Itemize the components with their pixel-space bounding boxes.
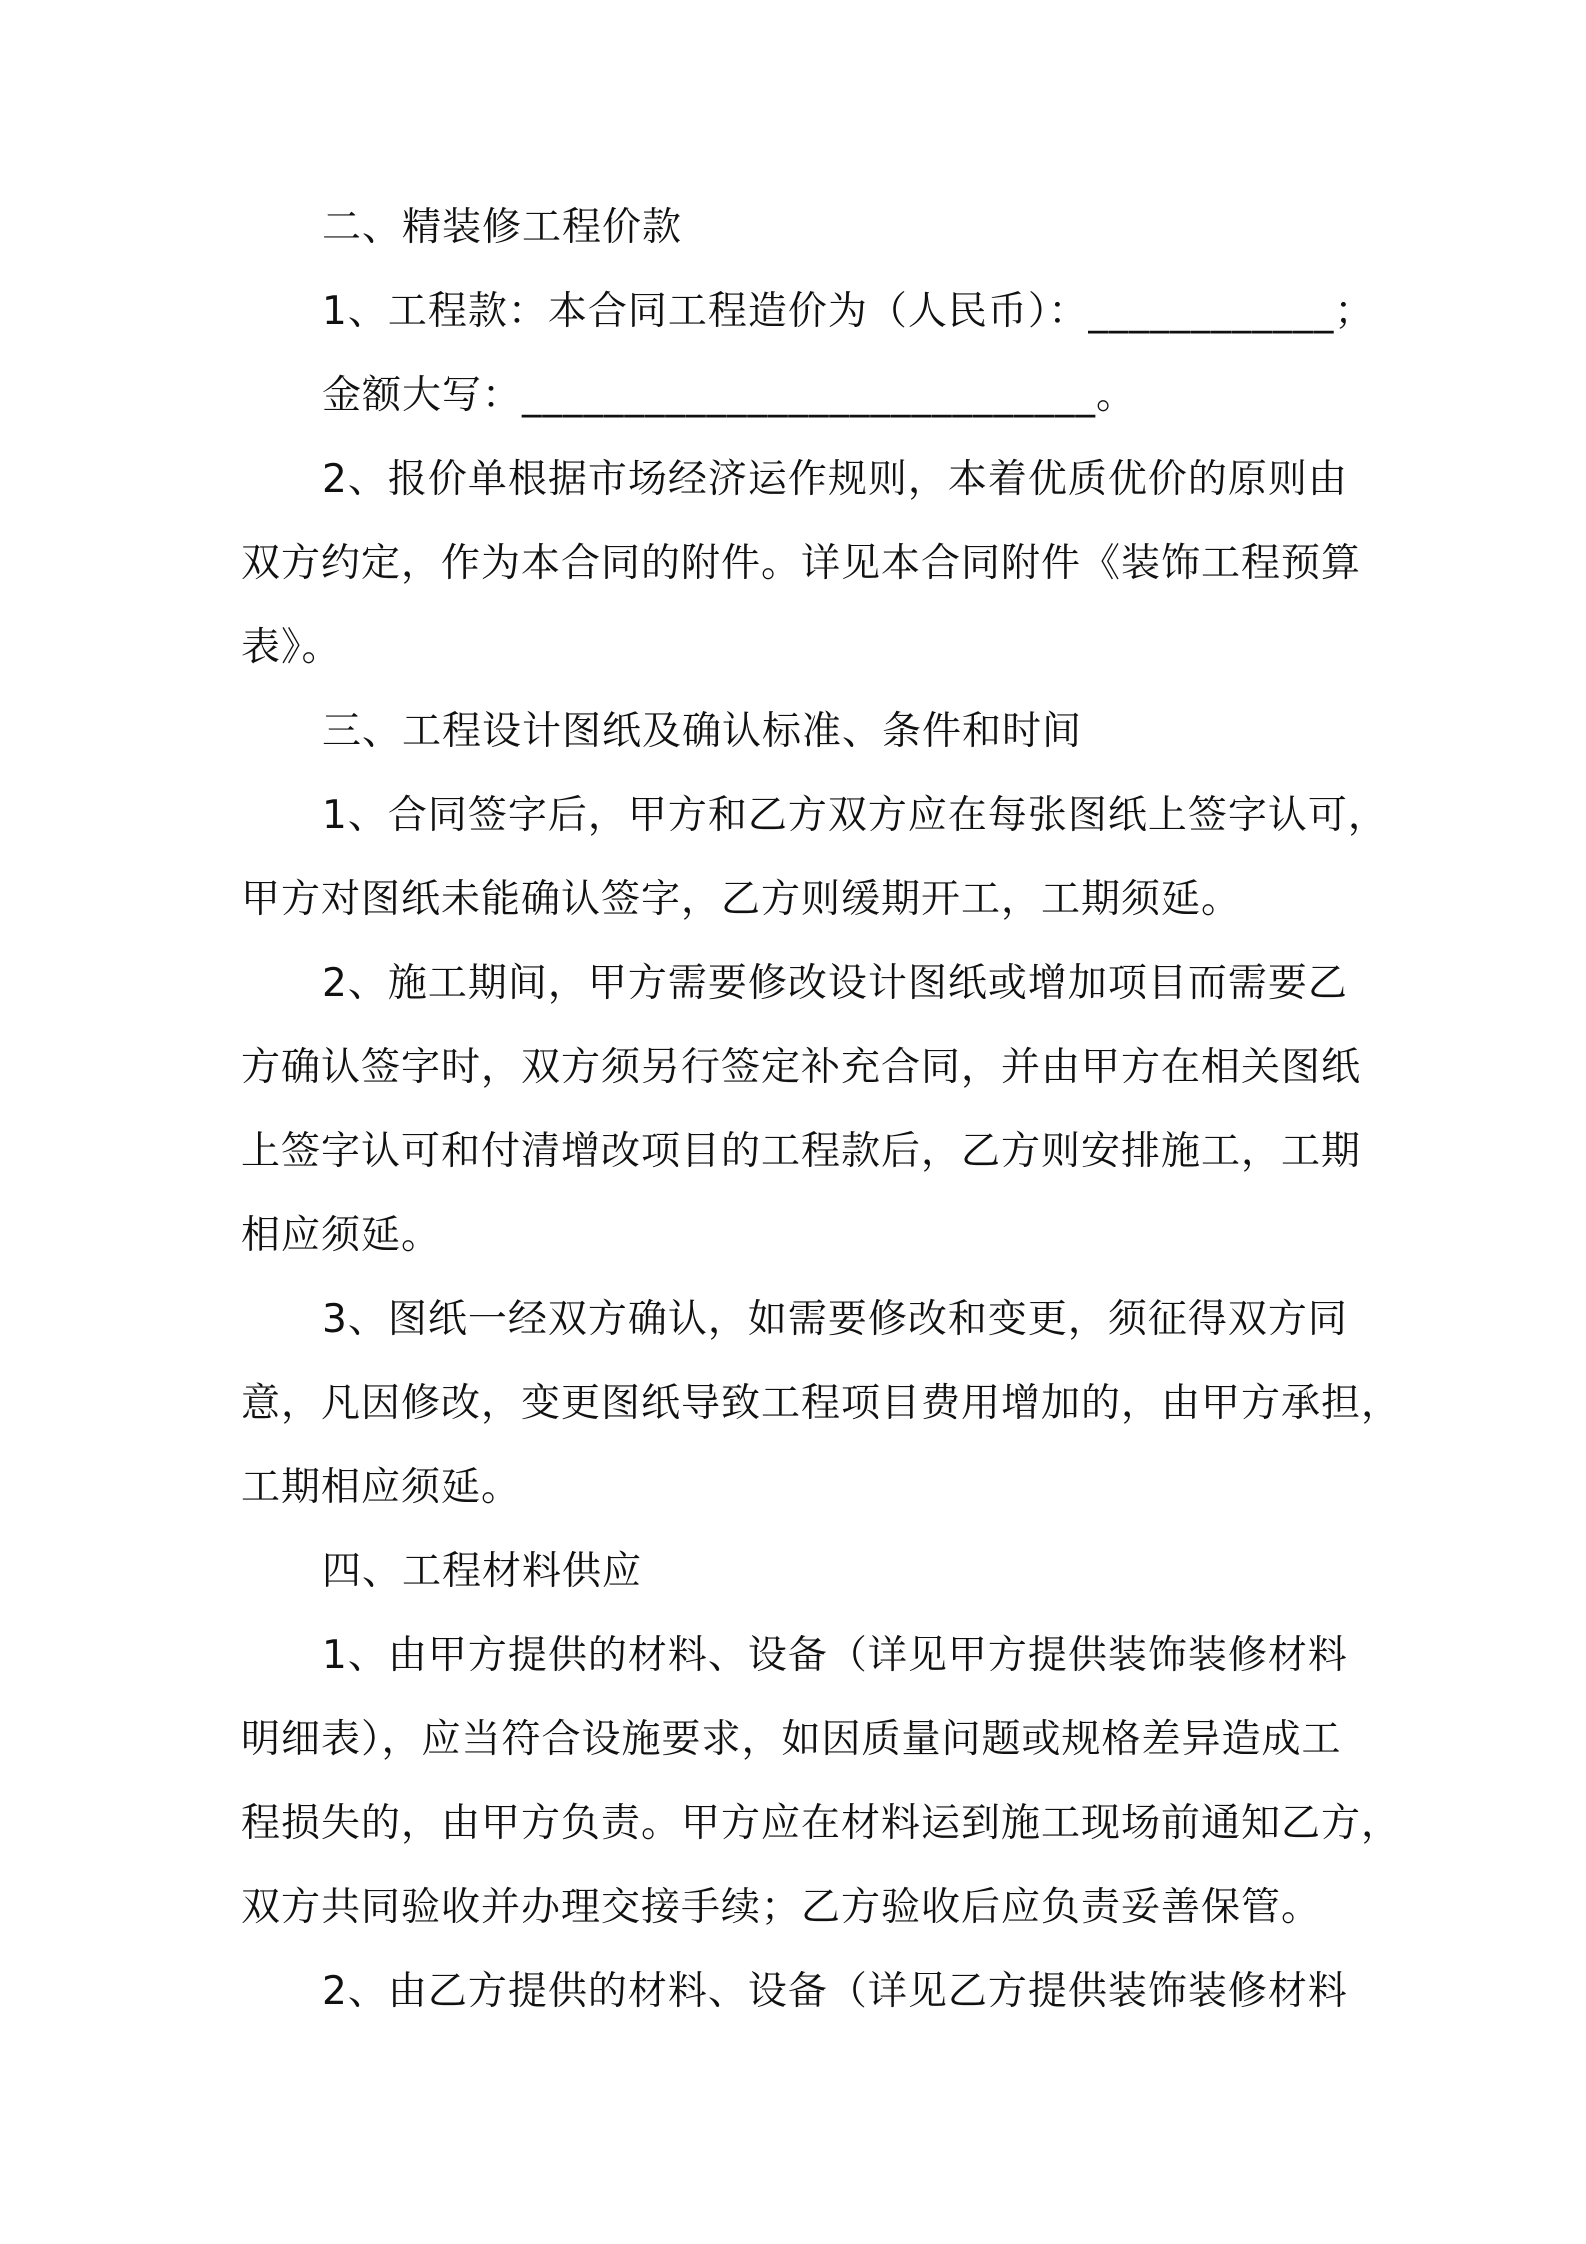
- clause-2-2-line-3: 表》。: [241, 625, 342, 670]
- clause-4-2-line-1: 2、由乙方提供的材料、设备（详见乙方提供装饰装修材料: [322, 1969, 1348, 2014]
- clause-2-1-line-2: 金额大写：____________________________。: [322, 373, 1137, 418]
- section-3-heading: 三、工程设计图纸及确认标准、条件和时间: [322, 709, 1083, 754]
- clause-3-2-line-2: 方确认签字时，双方须另行签定补充合同，并由甲方在相关图纸: [241, 1045, 1362, 1090]
- clause-3-3-line-1: 3、图纸一经双方确认，如需要修改和变更，须征得双方同: [322, 1297, 1348, 1342]
- clause-2-1-line-1: 1、工程款：本合同工程造价为（人民币）：____________；: [322, 289, 1375, 334]
- clause-3-1-line-1: 1、合同签字后，甲方和乙方双方应在每张图纸上签字认可，: [322, 793, 1388, 838]
- clause-2-2-line-2: 双方约定，作为本合同的附件。详见本合同附件《装饰工程预算: [241, 541, 1362, 586]
- clause-3-1-line-2: 甲方对图纸未能确认签字，乙方则缓期开工，工期须延。: [241, 877, 1242, 922]
- section-2-heading: 二、精装修工程价款: [322, 205, 683, 250]
- clause-3-2-line-3: 上签字认可和付清增改项目的工程款后，乙方则安排施工，工期: [241, 1129, 1362, 1174]
- clause-4-1-line-3: 程损失的，由甲方负责。甲方应在材料运到施工现场前通知乙方，: [241, 1801, 1402, 1846]
- clause-2-2-line-1: 2、报价单根据市场经济运作规则，本着优质优价的原则由: [322, 457, 1348, 502]
- clause-3-2-line-1: 2、施工期间，甲方需要修改设计图纸或增加项目而需要乙: [322, 961, 1348, 1006]
- clause-3-3-line-2: 意，凡因修改，变更图纸导致工程项目费用增加的，由甲方承担，: [241, 1381, 1402, 1426]
- section-4-heading: 四、工程材料供应: [322, 1549, 643, 1594]
- clause-4-1-line-2: 明细表），应当符合设施要求，如因质量问题或规格差异造成工: [241, 1717, 1342, 1762]
- clause-4-1-line-1: 1、由甲方提供的材料、设备（详见甲方提供装饰装修材料: [322, 1633, 1348, 1678]
- clause-3-2-line-4: 相应须延。: [241, 1213, 442, 1258]
- clause-4-1-line-4: 双方共同验收并办理交接手续；乙方验收后应负责妥善保管。: [241, 1885, 1322, 1930]
- clause-3-3-line-3: 工期相应须延。: [241, 1465, 522, 1510]
